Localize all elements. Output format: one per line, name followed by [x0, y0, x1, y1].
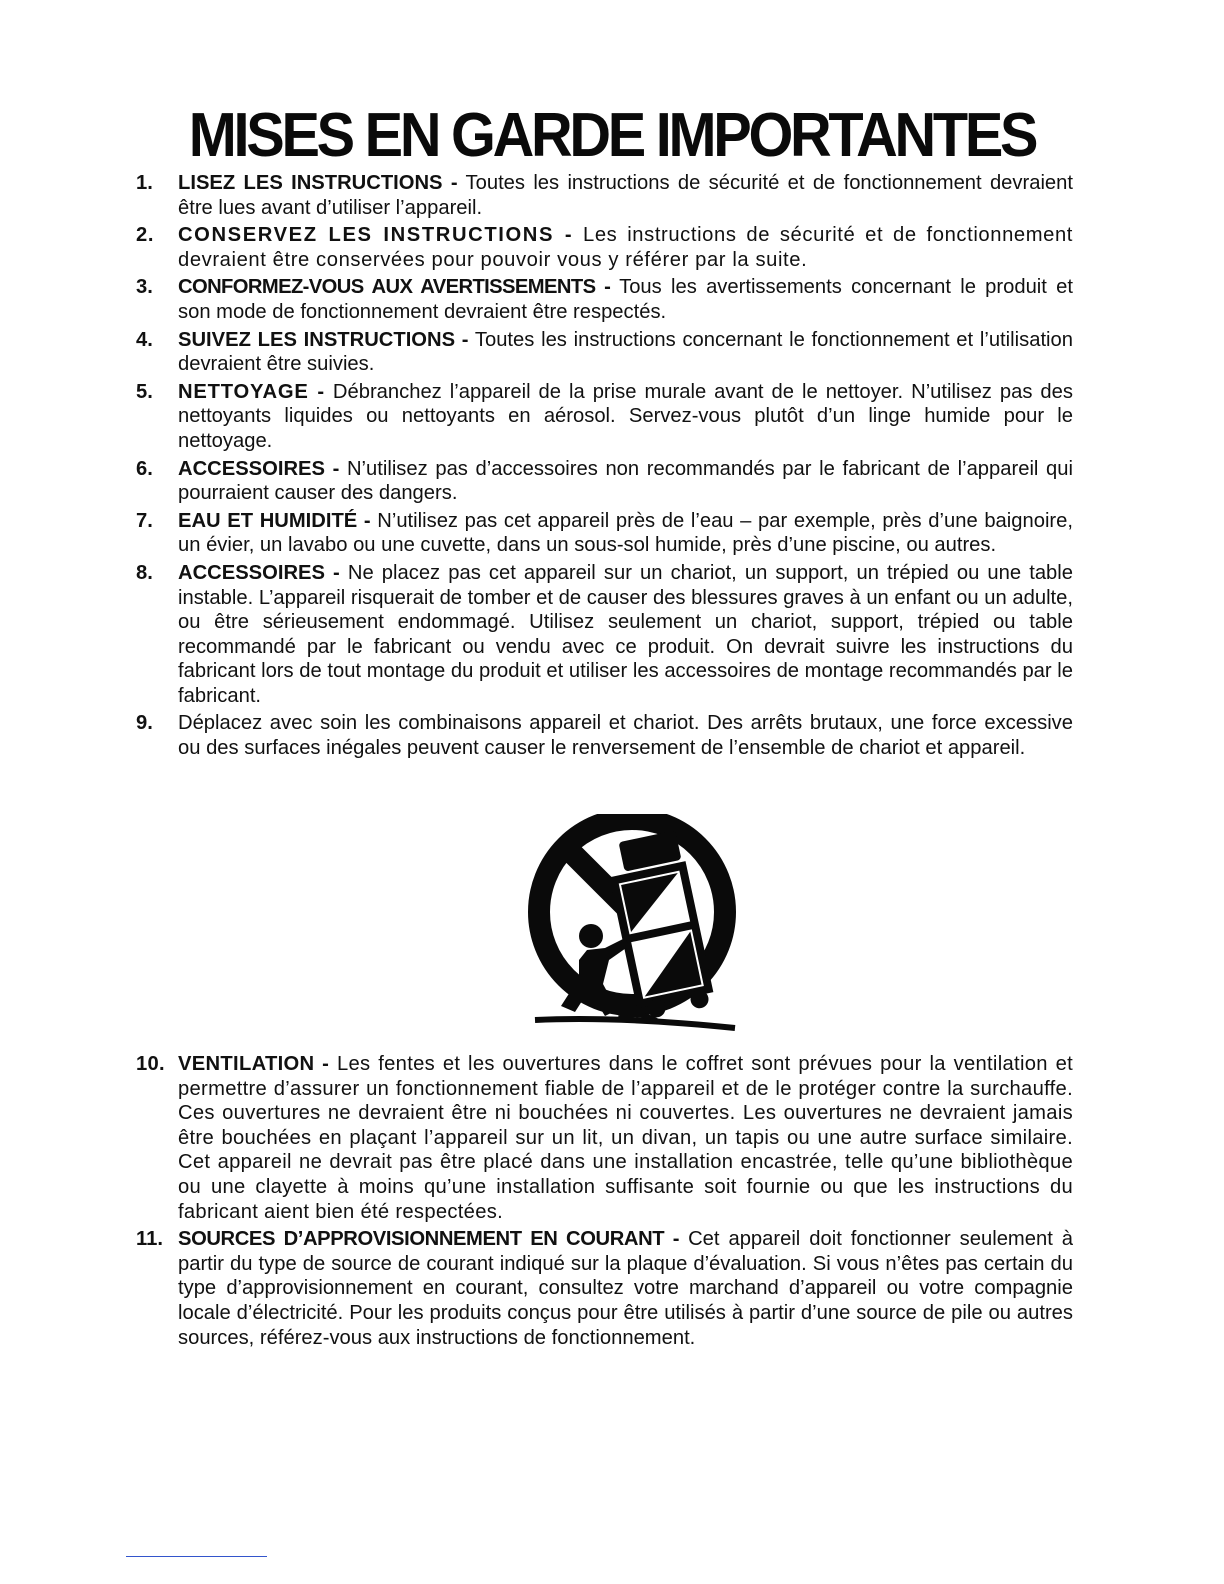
list-item — [136, 380, 1073, 454]
item-number: 11. — [136, 1228, 163, 1251]
item-heading: EAU ET HUMIDITÉ - — [178, 509, 371, 532]
item-heading: VENTILATION - — [178, 1053, 330, 1075]
list-item — [136, 457, 1073, 506]
item-text: Tous les avertissements concernant le produit et son mode de fonctionnement devraient être respectés. — [178, 276, 1073, 323]
item-heading: ACCESSOIRES - — [178, 561, 340, 584]
item-text: Déplacez avec soin les combinaisons appareil et chariot. Des arrêts brutaux, une force excessive ou des surfaces inégales peuvent causer le renversement de l’ensemble de chariot et appareil. — [178, 712, 1073, 760]
item-text: N’utilisez pas d’accessoires non recommandés par le fabricant de l’appareil qui pourraient causer des dangers. — [178, 457, 1073, 505]
item-text: Toutes les instructions de sécurité et de fonctionnement devraient être lues avant d’utiliser l’appareil. — [178, 172, 1073, 219]
item-heading: SUIVEZ LES INSTRUCTIONS - — [178, 328, 469, 351]
list-item — [136, 223, 1073, 272]
item-text: Les instructions de sécurité et de fonctionnement devraient être conservées pour pouvoir vous y référer par la suite. — [178, 224, 1073, 271]
item-number: 6. — [136, 457, 153, 480]
item-text: Toutes les instructions concernant le fonctionnement et l’utilisation devraient être suivies. — [178, 328, 1073, 376]
list-item — [136, 328, 1073, 377]
safety-instructions-list-continued — [136, 1052, 1073, 1353]
item-number: 1. — [136, 172, 153, 194]
safety-instructions-list — [136, 171, 1073, 764]
list-item — [136, 171, 1073, 220]
item-number: 9. — [136, 712, 153, 735]
list-item — [136, 711, 1073, 760]
page-title: MISES EN GARDE IMPORTANTES — [188, 101, 1036, 170]
item-number: 5. — [136, 380, 153, 403]
item-text: Les fentes et les ouvertures dans le coffret sont prévues pour la ventilation et permettre d’assurer un fonctionnement fiable de l’appareil et de le protéger contre la surchauffe. Ces ouvertures ne devraient être ni bouchées ni couvertes. Les ouvertures ne devraient jamais être bouchées en plaçant l’appareil sur un lit, un divan, un tapis ou une autre surface similaire. Cet appareil ne devrait pas être placé dans une installation encastrée, telle qu’une bibliothèque ou une clayette à moins qu’une installation suffisante soit fournie ou que les instructions du fabricant aient bien été respectées. — [178, 1053, 1074, 1223]
cart-tipover-warning-icon — [499, 814, 743, 1040]
item-number: 2. — [136, 224, 155, 247]
list-item — [136, 275, 1073, 324]
item-number: 8. — [136, 561, 153, 584]
footnote-rule — [126, 1556, 267, 1557]
item-heading: CONFORMEZ-VOUS AUX AVERTISSEMENTS - — [178, 276, 611, 299]
item-heading: NETTOYAGE - — [178, 380, 325, 403]
list-item — [136, 1227, 1073, 1350]
item-text: N’utilisez pas cet appareil près de l’eau – par exemple, près d’une baignoire, un évier, un lavabo ou une cuvette, dans un sous-sol humide, près d’une piscine, ou autres. — [178, 509, 1073, 557]
item-text: Débranchez l’appareil de la prise murale avant de le nettoyer. N’utilisez pas des nettoyants liquides ou nettoyants en aérosol. Servez-vous plutôt d’un linge humide pour le nettoyage. — [178, 380, 1073, 452]
item-text: Cet appareil doit fonctionner seulement à partir du type de source de courant indiqué sur la plaque d’évaluation. Si vous n’êtes pas certain du type d’approvisionnement en courant, consultez votre marchand d’appareil ou votre compagnie locale d’électricité. Pour les produits conçus pour être utilisés à partir d’une source de pile ou autres sources, référez-vous aux instructions de fonctionnement. — [178, 1228, 1074, 1349]
list-item — [136, 1052, 1073, 1224]
list-item — [136, 509, 1073, 558]
item-text: Ne placez pas cet appareil sur un chariot, un support, un trépied ou une table instable. L’appareil risquerait de tomber et de causer des blessures graves à un enfant ou un adulte, ou être sérieusement endommagé. Utilisez seulement un chariot, support, trépied ou table recommandé par le fabricant ou vendu avec ce produit. On devrait suivre les instructions du fabricant lors de tout montage du produit et utiliser les accessoires de montage recommandés par le fabricant. — [178, 561, 1073, 707]
list-item — [136, 561, 1073, 709]
item-heading: CONSERVEZ LES INSTRUCTIONS - — [178, 224, 574, 247]
item-number: 4. — [136, 328, 153, 351]
item-number: 10. — [136, 1053, 165, 1075]
item-heading: LISEZ LES INSTRUCTIONS - — [178, 172, 458, 194]
item-heading: ACCESSOIRES - — [178, 457, 340, 480]
item-heading: SOURCES D’APPROVISIONNEMENT EN COURANT - — [178, 1228, 680, 1251]
item-number: 7. — [136, 509, 153, 532]
item-number: 3. — [136, 276, 153, 299]
